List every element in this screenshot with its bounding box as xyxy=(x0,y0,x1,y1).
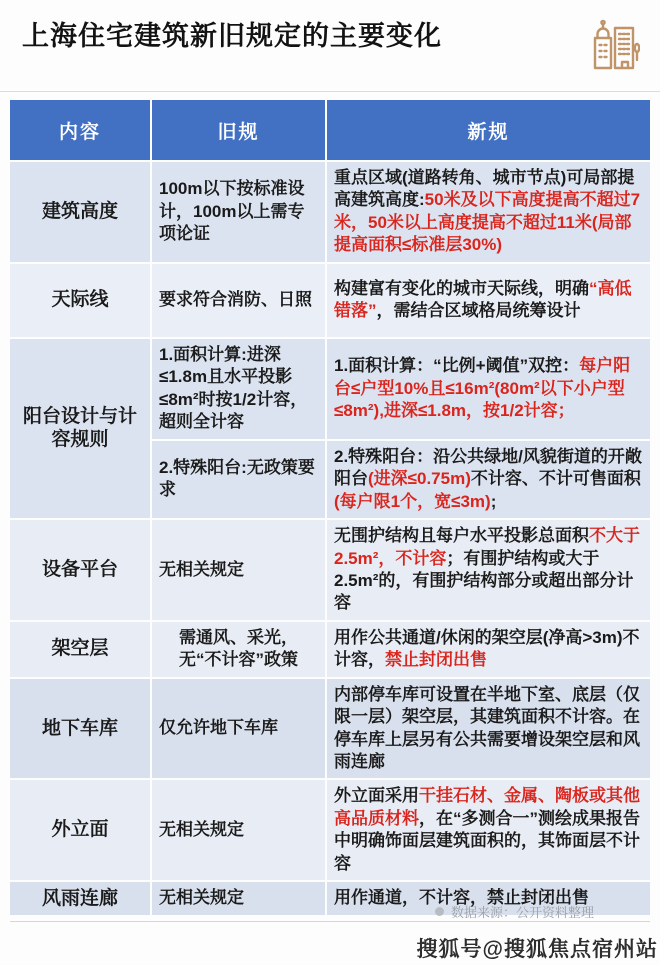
header xyxy=(0,0,660,81)
old-rule-cell xyxy=(152,339,325,439)
table-row xyxy=(10,339,650,518)
rule-text: ；有围护结构或大于2.5m²的，有围护结构部分或超出部分计容 xyxy=(334,548,634,613)
row-label: 设备平台 xyxy=(10,520,150,620)
rule-text: 无相关规定 xyxy=(159,559,244,579)
source-note-text: 数据来源：公开资料整理 xyxy=(450,905,594,920)
row-label: 天际线 xyxy=(10,264,150,337)
rule-text: 1.面积计算:进深≤1.8m且水平投影≤8m²时按1/2计容，超则全计容 xyxy=(159,344,308,432)
new-rule-cell xyxy=(327,339,650,439)
sohu-watermark: 搜狐号@搜狐焦点宿州站 xyxy=(416,938,658,961)
new-rule-cell xyxy=(327,679,650,779)
table-subrow xyxy=(152,339,650,439)
split-subrows xyxy=(152,339,650,518)
table-header-row xyxy=(10,100,650,160)
column-header-content: 内容 xyxy=(10,100,150,160)
table-body xyxy=(10,162,650,915)
new-rule-cell xyxy=(327,441,650,518)
rule-text: 要求符合消防、日照 xyxy=(159,290,312,310)
table-row xyxy=(10,622,650,677)
table-row xyxy=(10,520,650,620)
rule-text: ; xyxy=(490,491,497,511)
rule-text: 用作公共通道/休闲的架空层(净高>3m)不计容， xyxy=(334,627,640,670)
new-rule-cell xyxy=(327,520,650,620)
old-rule-cell xyxy=(152,520,325,620)
rule-text: 100m以下按标准设计，100m以上需专项论证 xyxy=(159,179,305,244)
rule-text: 仅允许地下车库 xyxy=(159,718,278,738)
row-label: 风雨连廊 xyxy=(10,882,150,914)
table-row xyxy=(10,162,650,262)
table-row xyxy=(10,264,650,337)
row-label: 建筑高度 xyxy=(10,162,150,262)
new-rule-cell xyxy=(327,780,650,880)
rule-text: ，在“多测合一”测绘成果报告中明确饰面层建筑面积的，其饰面层不计容 xyxy=(334,808,640,873)
old-rule-cell xyxy=(152,264,325,337)
new-rule-cell xyxy=(327,162,650,262)
row-label: 架空层 xyxy=(10,622,150,677)
column-header-old-rules: 旧规 xyxy=(152,100,325,160)
highlighted-text: (进深≤0.75m) xyxy=(368,469,471,489)
buildings-icon xyxy=(586,16,640,77)
old-rule-cell xyxy=(152,679,325,779)
rule-text: 用作通道，不计容，禁止封闭出售 xyxy=(334,888,589,908)
rule-text: 重点区域(道路转角、城市节点)可局部提高建筑高度: xyxy=(334,168,635,210)
highlighted-text: 不大于2.5m²，不计容 xyxy=(334,526,640,568)
table-subrow xyxy=(152,441,650,518)
table-row xyxy=(10,780,650,880)
column-header-new-rules: 新规 xyxy=(327,100,650,160)
old-rule-cell xyxy=(152,622,325,677)
page-title: 上海住宅建筑新旧规定的主要变化 xyxy=(22,21,442,51)
row-label: 外立面 xyxy=(10,780,150,880)
table-row xyxy=(10,679,650,779)
rule-text: 外立面采用 xyxy=(334,786,419,806)
rule-text: 无围护结构且每户水平投影总面积 xyxy=(334,526,589,546)
highlighted-text: “高低错落” xyxy=(334,278,632,321)
source-note xyxy=(435,902,594,921)
rule-text: 无相关规定 xyxy=(159,820,244,840)
rule-text: ，需结合区域格局统筹设计 xyxy=(376,301,581,321)
highlighted-text: 每户阳台≤户型10%且≤16m²(80m²以下小户型≤8m²),进深≤1.8m，按1/2计容； xyxy=(334,356,631,420)
highlighted-text: 禁止封闭出售 xyxy=(385,650,487,670)
regulations-table xyxy=(10,100,650,915)
highlighted-text: 干挂石材、金属、陶板或其他高品质材料 xyxy=(334,786,640,828)
rule-text: 不计容、不计可售面积 xyxy=(470,469,641,489)
title-divider xyxy=(0,91,660,92)
old-rule-cell xyxy=(152,162,325,262)
bullet-dot-icon xyxy=(435,907,444,916)
rule-text: 无相关规定 xyxy=(159,888,244,908)
rule-text: 2.特殊阳台:无政策要求 xyxy=(159,457,315,500)
row-label: 阳台设计与计容规则 xyxy=(10,339,150,518)
new-rule-cell xyxy=(327,264,650,337)
old-rule-cell xyxy=(152,441,325,518)
row-label: 地下车库 xyxy=(10,679,150,779)
rule-text: 2.特殊阳台：沿公共绿地/风貌街道的开敞阳台 xyxy=(334,446,642,489)
highlighted-text: 50米及以下高度提高不超过7米，50米以上高度提高不超过11米(局部提高面积≤标准层30%) xyxy=(334,190,641,255)
new-rule-cell xyxy=(327,622,650,677)
highlighted-text: (每户限1个，宽≤3m) xyxy=(334,491,491,511)
rule-text: 1.面积计算：“比例+阈值”双控： xyxy=(334,356,580,376)
old-rule-cell xyxy=(152,882,325,914)
rule-text: 构建富有变化的城市天际线，明确 xyxy=(334,278,589,298)
rule-text: 内部停车库可设置在半地下室、底层（仅限一层）架空层，其建筑面积不计容。在停车库上层另有公共需要增设架空层和风雨连廊 xyxy=(334,684,640,771)
rule-text: 需通风、采光，无“不计容”政策 xyxy=(179,627,298,670)
old-rule-cell xyxy=(152,780,325,880)
